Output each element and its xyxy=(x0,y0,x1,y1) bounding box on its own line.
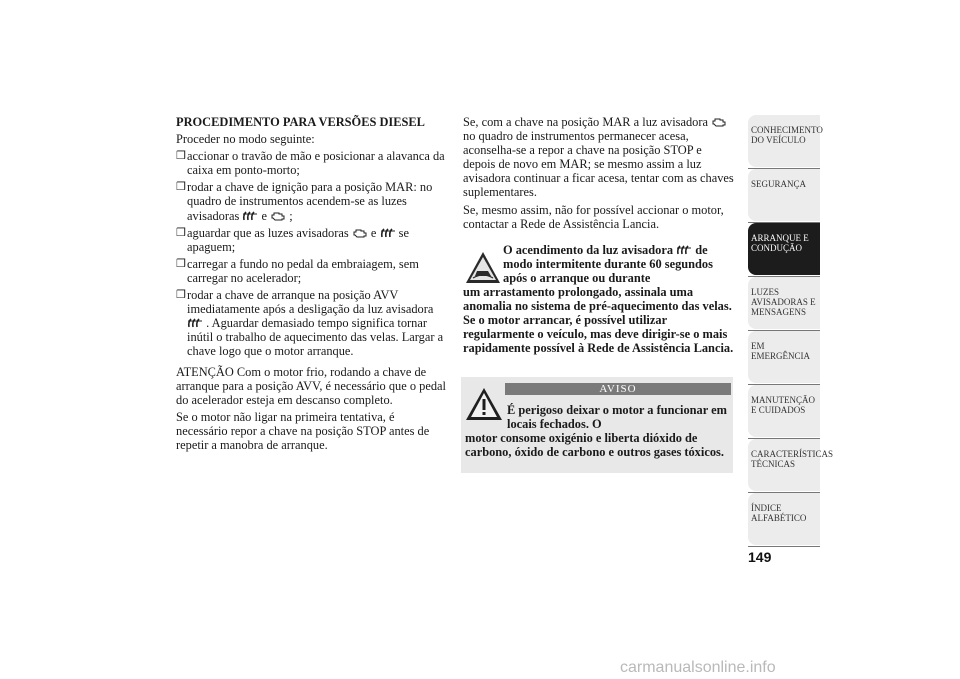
list-item xyxy=(176,180,448,222)
left-column xyxy=(176,115,448,455)
glow-plug-icon xyxy=(187,318,203,328)
list-item xyxy=(176,226,448,254)
paragraph-text-part: Se, com a chave na posição MAR a luz avisadora xyxy=(463,115,708,129)
sidebar-tab-conhecimento[interactable]: CONHECIMENTO DO VEÍCULO xyxy=(748,115,820,167)
list-item-text xyxy=(187,288,448,358)
aviso-box xyxy=(461,377,733,473)
sidebar-tab-caracteristicas[interactable]: CARACTERÍSTICAS TÉCNICAS xyxy=(748,439,820,491)
list-item xyxy=(176,288,448,358)
list-item-text-part: . Aguardar demasiado tempo significa tornar inútil o trabalho de aquecimento das velas. Largar a chave logo que o motor arranque. xyxy=(187,316,444,359)
checkbox-bullet-icon: ❒ xyxy=(176,181,186,194)
aviso-label: AVISO xyxy=(505,383,731,395)
sidebar-tab-seguranca[interactable]: SEGURANÇA xyxy=(748,169,820,221)
retry-paragraph: Se o motor não ligar na primeira tentativa, é necessário repor a chave na posição STOP antes de repetir a manobra de arranque. xyxy=(176,409,430,452)
page-number: 149 xyxy=(748,549,772,565)
aviso-text: É perigoso deixar o motor a funcionar em locais fechados. O xyxy=(507,403,727,432)
glow-plug-icon xyxy=(242,211,258,221)
list-item-text-part: rodar a chave de arranque na posição AVV imediatamente após a desligação da luz avisadora xyxy=(187,288,434,317)
warning-triangle-icon xyxy=(465,387,503,422)
sidebar-tab-emergencia[interactable]: EM EMERGÊNCIA xyxy=(748,331,820,383)
glow-plug-icon xyxy=(676,245,692,255)
list-item-text xyxy=(187,180,448,222)
warning-note-text-continued: um arrastamento prolongado, assinala uma anomalia no sistema de pré-aquecimento das velas. Se o motor arrancar, é possível utilizar regularmente o veículo, mas deve dirigir-se o mais rapidamente possível à Rede de Assistência Lancia. xyxy=(463,285,734,356)
list-item-text-part: se apaguem; xyxy=(187,225,409,254)
engine-failure-icon xyxy=(352,228,368,238)
checkbox-bullet-icon: ❒ xyxy=(176,226,186,239)
watermark: carmanualsonline.info xyxy=(620,659,776,676)
sidebar-tab-manutencao[interactable]: MANUTENÇÃO E CUIDADOS xyxy=(748,385,820,437)
checkbox-bullet-icon: ❒ xyxy=(176,150,186,163)
list-item-text: carregar a fundo no pedal da embraiagem, sem carregar no acelerador; xyxy=(187,256,419,285)
list-item xyxy=(176,257,448,285)
attention-paragraph: ATENÇÃO Com o motor frio, rodando a chave de arranque para a posição AVV, é necessário que o pedal do acelerador esteja em descanso completo. xyxy=(176,364,446,407)
list-item-text-part: rodar a chave de ignição para a posição MAR: no quadro de instrumentos acendem-se as luzes avisadoras xyxy=(187,180,433,223)
glow-plug-icon xyxy=(380,228,396,238)
sidebar-tab-indice[interactable]: ÍNDICE ALFABÉTICO xyxy=(748,493,820,545)
sidebar-tab-arranque[interactable]: ARRANQUE E CONDUÇÃO xyxy=(748,223,820,275)
checkbox-bullet-icon: ❒ xyxy=(176,257,186,270)
list-item-text xyxy=(187,226,448,254)
assistance-paragraph: Se, mesmo assim, não for possível accionar o motor, contactar a Rede de Assistência Lancia. xyxy=(463,202,724,231)
list-item-text-part: aguardar que as luzes avisadoras xyxy=(187,225,349,240)
warning-note-text xyxy=(503,243,735,285)
warning-text-part: de modo intermitente durante 60 segundos após o arranque ou durante xyxy=(503,243,713,286)
list-item xyxy=(176,149,448,177)
warning-light-paragraph xyxy=(463,115,735,200)
list-item-text-part: e xyxy=(261,208,268,223)
checkbox-bullet-icon: ❒ xyxy=(176,289,186,302)
aviso-text-continued: motor consome oxigénio e liberta dióxido de carbono, óxido de carbono e outros gases tóxicos. xyxy=(465,431,724,460)
list-item-text-part: ; xyxy=(289,208,293,223)
engine-failure-icon xyxy=(270,211,286,221)
right-column xyxy=(463,115,735,234)
paragraph-text-part: no quadro de instrumentos permanecer acesa, aconselha-se a repor a chave na posição STOP e depois de novo em MAR; se mesmo assim a luz avisadora continuar a ficar acesa, tentar com as chaves suplementares. xyxy=(463,129,734,200)
sidebar-tab-luzes[interactable]: LUZES AVISADORAS E MENSAGENS xyxy=(748,277,820,329)
engine-failure-icon xyxy=(711,117,727,127)
intro-text: Proceder no modo seguinte: xyxy=(176,132,315,147)
section-heading: PROCEDIMENTO PARA VERSÕES DIESEL xyxy=(176,115,425,129)
list-item-text: accionar o travão de mão e posicionar a alavanca da caixa em ponto-morto; xyxy=(187,149,445,178)
tab-divider xyxy=(748,546,820,547)
car-warning-icon xyxy=(463,250,503,286)
warning-text-part: O acendimento da luz avisadora xyxy=(503,243,674,257)
list-item-text-part: e xyxy=(370,225,377,240)
